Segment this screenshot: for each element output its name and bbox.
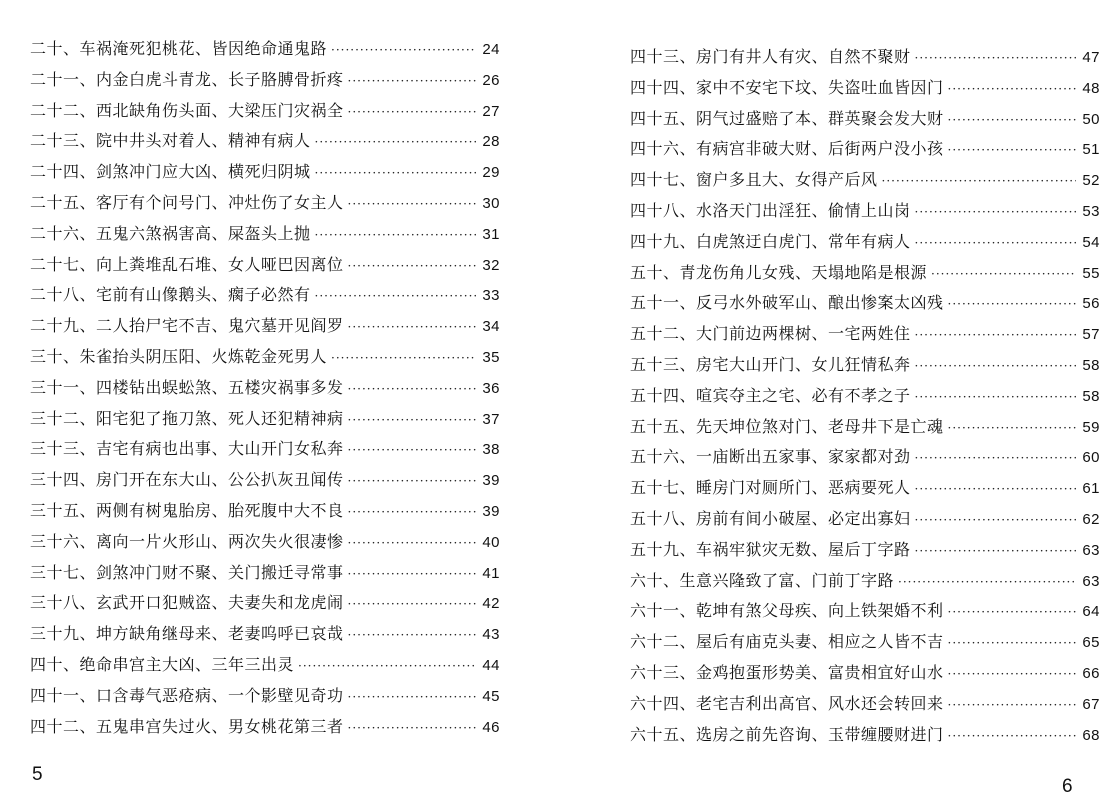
entry-page-number: 30: [482, 194, 500, 212]
toc-entry: [30, 590, 500, 621]
dot-leader: [298, 659, 476, 673]
entry-separator: 、: [663, 262, 680, 282]
entry-separator: 、: [79, 439, 97, 459]
entry-separator: 、: [679, 447, 697, 467]
entry-separator: 、: [79, 131, 97, 151]
entry-title: 家中不安宅下坟、失盗吐血皆因门: [696, 77, 944, 97]
entry-page-number: 35: [482, 348, 500, 366]
entry-number: 四十五: [630, 108, 680, 128]
entry-title: 院中井头对着人、精神有病人: [96, 131, 311, 151]
entry-title: 二人抬尸宅不吉、鬼穴墓开见阎罗: [96, 316, 344, 336]
entry-number: 四十九: [630, 231, 680, 251]
toc-entry: [30, 436, 500, 467]
entry-title: 五鬼串宫失过火、男女桃花第三者: [96, 716, 344, 736]
entry-title: 水洛天门出淫狂、偷情上山岗: [696, 200, 911, 220]
entry-number: 二十五: [30, 192, 80, 212]
entry-separator: 、: [79, 192, 97, 212]
entry-title: 青龙伤角儿女残、天塌地陷是根源: [679, 262, 928, 282]
entry-page-number: 53: [1082, 202, 1100, 220]
entry-title: 白虎煞迂白虎门、常年有病人: [696, 231, 911, 251]
toc-entry: [30, 529, 500, 560]
entry-number: 五十四: [630, 385, 680, 405]
entry-number: 三十二: [30, 408, 80, 428]
toc-entry: [30, 344, 500, 375]
entry-page-number: 40: [482, 533, 500, 551]
toc-entry: [30, 98, 500, 129]
right-toc-list: [630, 44, 1100, 752]
entry-page-number: 63: [1082, 541, 1100, 559]
dot-leader: [348, 721, 476, 735]
toc-entry: [30, 498, 500, 529]
entry-title: 老宅吉利出高官、风水还会转回来: [696, 693, 944, 713]
entry-title: 内金白虎斗青龙、长子胳膊骨折疼: [96, 69, 344, 89]
toc-entry: [630, 629, 1100, 660]
entry-title: 车祸牢狱灾无数、屋后丁字路: [696, 539, 911, 559]
toc-entry: [630, 229, 1100, 260]
entry-page-number: 55: [1082, 264, 1100, 282]
entry-title: 喧宾夺主之宅、必有不孝之子: [696, 385, 911, 405]
entry-separator: 、: [679, 632, 697, 652]
entry-title: 两侧有树鬼胎房、胎死腹中大不良: [96, 500, 344, 520]
entry-page-number: 43: [482, 626, 500, 644]
toc-entry: [630, 691, 1100, 722]
dot-leader: [315, 135, 476, 149]
entry-number: 三十四: [30, 470, 80, 490]
entry-separator: 、: [79, 100, 97, 120]
entry-page-number: 29: [482, 164, 500, 182]
entry-title: 五鬼六煞祸害高、屎盔头上抛: [96, 223, 311, 243]
entry-separator: 、: [79, 500, 97, 520]
dot-leader: [331, 351, 476, 365]
entry-page-number: 28: [482, 133, 500, 151]
entry-number: 二十八: [30, 285, 80, 305]
dot-leader: [915, 451, 1076, 465]
entry-page-number: 65: [1082, 634, 1100, 652]
dot-leader: [948, 636, 1076, 650]
entry-page-number: 48: [1082, 79, 1100, 97]
entry-number: 五十三: [630, 354, 680, 374]
entry-number: 二十一: [30, 69, 80, 89]
left-page: [30, 0, 500, 810]
entry-title: 房门开在东大山、公公扒灰丑闻传: [96, 470, 344, 490]
dot-leader: [348, 413, 476, 427]
entry-separator: 、: [79, 531, 97, 551]
entry-number: 六十: [630, 570, 664, 590]
entry-title: 房门有井人有灾、自然不聚财: [696, 47, 911, 66]
entry-separator: 、: [679, 293, 697, 313]
toc-entry: [630, 290, 1100, 321]
toc-entry: [630, 660, 1100, 691]
dot-leader: [915, 544, 1076, 558]
entry-number: 二十九: [30, 316, 80, 336]
toc-entry: [30, 221, 500, 252]
entry-page-number: 68: [1082, 726, 1100, 744]
entry-separator: 、: [679, 170, 697, 190]
entry-title: 剑煞冲门财不聚、关门搬迁寻常事: [96, 562, 344, 582]
toc-entry: [630, 537, 1100, 568]
entry-page-number: 66: [1082, 664, 1100, 682]
entry-number: 四十六: [630, 139, 680, 159]
dot-leader: [315, 228, 476, 242]
entry-number: 四十: [30, 654, 64, 674]
entry-title: 朱雀抬头阴压阳、火炼乾金死男人: [79, 346, 328, 366]
entry-separator: 、: [79, 685, 97, 705]
toc-entry: [30, 652, 500, 683]
entry-page-number: 60: [1082, 449, 1100, 467]
entry-title: 房前有间小破屋、必定出寡妇: [696, 508, 911, 528]
dot-leader: [315, 166, 476, 180]
entry-page-number: 61: [1082, 480, 1100, 498]
entry-number: 二十三: [30, 131, 80, 151]
entry-page-number: 59: [1082, 418, 1100, 436]
dot-leader: [348, 105, 476, 119]
entry-separator: 、: [679, 47, 697, 66]
toc-entry: [30, 467, 500, 498]
toc-entry: [30, 36, 500, 67]
dot-leader: [348, 320, 476, 334]
toc-entry: [30, 714, 500, 745]
entry-title: 反弓水外破军山、酿出惨案太凶残: [696, 293, 944, 313]
dot-leader: [348, 197, 476, 211]
dot-leader: [915, 205, 1076, 219]
entry-page-number: 36: [482, 379, 500, 397]
entry-separator: 、: [679, 539, 697, 559]
entry-number: 六十五: [630, 724, 680, 744]
entry-separator: 、: [79, 624, 97, 644]
toc-entry: [30, 159, 500, 190]
toc-entry: [30, 252, 500, 283]
entry-page-number: 50: [1082, 110, 1100, 128]
entry-separator: 、: [679, 416, 697, 436]
entry-page-number: 39: [482, 472, 500, 490]
toc-entry: [630, 352, 1100, 383]
toc-entry: [630, 75, 1100, 106]
entry-number: 二十六: [30, 223, 80, 243]
entry-page-number: 51: [1082, 141, 1100, 159]
dot-leader: [331, 43, 476, 57]
entry-title: 玄武开口犯贼盗、夫妻失和龙虎闹: [96, 593, 344, 613]
entry-number: 四十一: [30, 685, 80, 705]
entry-separator: 、: [679, 693, 697, 713]
entry-title: 向上粪堆乱石堆、女人哑巴因离位: [96, 254, 344, 274]
entry-number: 三十八: [30, 593, 80, 613]
dot-leader: [915, 482, 1076, 496]
entry-page-number: 39: [482, 502, 500, 520]
entry-title: 阴气过盛赔了本、群英聚会发大财: [696, 108, 944, 128]
entry-separator: 、: [679, 77, 697, 97]
entry-number: 二十二: [30, 100, 80, 120]
entry-number: 二十七: [30, 254, 80, 274]
dot-leader: [948, 82, 1076, 96]
toc-entry: [630, 198, 1100, 229]
entry-number: 五十: [630, 262, 664, 282]
entry-separator: 、: [79, 562, 97, 582]
entry-number: 三十五: [30, 500, 80, 520]
dot-leader: [915, 390, 1076, 404]
dot-leader: [931, 267, 1076, 281]
entry-title: 吉宅有病也出事、大山开门女私奔: [96, 439, 344, 459]
entry-separator: 、: [679, 324, 697, 344]
dot-leader: [348, 74, 476, 88]
toc-entry: [30, 621, 500, 652]
dot-leader: [948, 143, 1076, 157]
entry-page-number: 32: [482, 256, 500, 274]
entry-separator: 、: [79, 223, 97, 243]
dot-leader: [348, 474, 476, 488]
dot-leader: [348, 259, 476, 273]
entry-title: 选房之前先咨询、玉带缠腰财进门: [696, 724, 944, 744]
entry-number: 三十六: [30, 531, 80, 551]
dot-leader: [348, 382, 476, 396]
right-page-number: 6: [1062, 776, 1073, 797]
toc-entry: [630, 598, 1100, 629]
toc-entry: [30, 683, 500, 714]
entry-number: 三十三: [30, 439, 80, 459]
toc-entry: [30, 406, 500, 437]
entry-separator: 、: [79, 254, 97, 274]
toc-entry: [30, 67, 500, 98]
entry-page-number: 58: [1082, 356, 1100, 374]
entry-separator: 、: [679, 139, 697, 159]
dot-leader: [348, 567, 476, 581]
toc-entry: [30, 375, 500, 406]
entry-number: 五十七: [630, 478, 680, 498]
entry-separator: 、: [79, 593, 97, 613]
dot-leader: [948, 113, 1076, 127]
toc-entry: [30, 282, 500, 313]
entry-number: 六十一: [630, 601, 680, 621]
entry-page-number: 34: [482, 318, 500, 336]
entry-title: 宅前有山像鹅头、瘸子必然有: [96, 285, 311, 305]
dot-leader: [348, 690, 476, 704]
entry-separator: 、: [79, 285, 97, 305]
entry-number: 五十八: [630, 508, 680, 528]
dot-leader: [315, 289, 476, 303]
entry-separator: 、: [679, 385, 697, 405]
entry-separator: 、: [63, 39, 80, 58]
toc-entry: [630, 506, 1100, 537]
entry-title: 四楼钻出蜈蚣煞、五楼灾祸事多发: [96, 377, 344, 397]
toc-entry: [630, 106, 1100, 137]
toc-entry: [30, 313, 500, 344]
entry-page-number: 58: [1082, 387, 1100, 405]
entry-number: 六十二: [630, 632, 680, 652]
entry-number: 二十四: [30, 162, 80, 182]
dot-leader: [882, 174, 1076, 188]
dot-leader: [915, 236, 1076, 250]
entry-number: 五十二: [630, 324, 680, 344]
left-toc-list: [30, 36, 500, 744]
entry-title: 窗户多且大、女得产后风: [696, 170, 878, 190]
entry-separator: 、: [663, 570, 680, 590]
entry-title: 有病宫非破大财、后街两户没小孩: [696, 139, 944, 159]
entry-separator: 、: [679, 108, 697, 128]
entry-number: 六十四: [630, 693, 680, 713]
entry-separator: 、: [79, 470, 97, 490]
dot-leader: [348, 536, 476, 550]
toc-entry: [630, 321, 1100, 352]
entry-page-number: 24: [482, 41, 500, 58]
entry-separator: 、: [79, 377, 97, 397]
dot-leader: [348, 628, 476, 642]
entry-title: 剑煞冲门应大凶、横死归阴城: [96, 162, 311, 182]
right-page: [630, 0, 1100, 810]
entry-page-number: 31: [482, 225, 500, 243]
entry-title: 阳宅犯了拖刀煞、死人还犯精神病: [96, 408, 344, 428]
entry-number: 五十一: [630, 293, 680, 313]
dot-leader: [348, 505, 476, 519]
entry-page-number: 33: [482, 287, 500, 305]
entry-title: 生意兴隆致了富、门前丁字路: [679, 570, 895, 590]
entry-page-number: 26: [482, 71, 500, 89]
entry-title: 一庙断出五家事、家家都对劲: [696, 447, 911, 467]
dot-leader: [915, 359, 1076, 373]
entry-separator: 、: [79, 408, 97, 428]
entry-number: 五十五: [630, 416, 680, 436]
entry-separator: 、: [79, 316, 97, 336]
dot-leader: [948, 667, 1076, 681]
entry-page-number: 27: [482, 102, 500, 120]
entry-separator: 、: [679, 200, 697, 220]
dot-leader: [948, 605, 1076, 619]
toc-entry: [630, 444, 1100, 475]
entry-page-number: 63: [1082, 572, 1100, 590]
entry-separator: 、: [679, 508, 697, 528]
dot-leader: [915, 513, 1076, 527]
entry-number: 三十: [30, 346, 64, 366]
entry-separator: 、: [679, 231, 697, 251]
entry-page-number: 64: [1082, 603, 1100, 621]
entry-number: 五十六: [630, 447, 680, 467]
entry-title: 绝命串宫主大凶、三年三出灵: [79, 654, 295, 674]
toc-entry: [630, 383, 1100, 414]
entry-title: 屋后有庙克头妻、相应之人皆不吉: [696, 632, 944, 652]
entry-separator: 、: [679, 354, 697, 374]
entry-title: 睡房门对厕所门、恶病要死人: [696, 478, 911, 498]
dot-leader: [948, 297, 1076, 311]
toc-entry: [630, 475, 1100, 506]
entry-number: 二十: [30, 39, 64, 58]
entry-number: 四十二: [30, 716, 80, 736]
toc-entry: [630, 260, 1100, 291]
entry-number: 六十三: [630, 662, 680, 682]
entry-page-number: 56: [1082, 295, 1100, 313]
dot-leader: [948, 421, 1076, 435]
entry-page-number: 42: [482, 595, 500, 613]
entry-title: 口含毒气恶疮病、一个影壁见奇功: [96, 685, 344, 705]
entry-title: 坤方缺角继母来、老妻呜呼已哀哉: [96, 624, 344, 644]
entry-number: 四十三: [630, 47, 680, 66]
dot-leader: [348, 597, 476, 611]
dot-leader: [898, 575, 1076, 589]
toc-entry: [630, 568, 1100, 599]
entry-title: 西北缺角伤头面、大梁压门灾祸全: [96, 100, 344, 120]
entry-page-number: 41: [482, 564, 500, 582]
left-page-number: 5: [32, 764, 43, 785]
dot-leader: [948, 729, 1076, 743]
entry-page-number: 37: [482, 410, 500, 428]
toc-entry: [30, 128, 500, 159]
entry-title: 金鸡抱蛋形势美、富贵相宜好山水: [696, 662, 944, 682]
entry-page-number: 57: [1082, 326, 1100, 344]
entry-page-number: 52: [1082, 172, 1100, 190]
entry-page-number: 38: [482, 441, 500, 459]
toc-entry: [630, 414, 1100, 445]
entry-page-number: 54: [1082, 233, 1100, 251]
entry-separator: 、: [63, 346, 80, 366]
entry-number: 四十四: [630, 77, 680, 97]
entry-separator: 、: [79, 69, 97, 89]
entry-title: 车祸淹死犯桃花、皆因绝命通鬼路: [79, 39, 328, 58]
dot-leader: [948, 698, 1076, 712]
entry-page-number: 67: [1082, 695, 1100, 713]
dot-leader: [348, 443, 476, 457]
entry-separator: 、: [79, 162, 97, 182]
entry-number: 三十一: [30, 377, 80, 397]
entry-title: 离向一片火形山、两次失火很凄惨: [96, 531, 344, 551]
toc-entry: [630, 722, 1100, 753]
entry-separator: 、: [679, 662, 697, 682]
entry-title: 房宅大山开门、女儿狂情私奔: [696, 354, 911, 374]
toc-entry: [30, 190, 500, 221]
entry-title: 客厅有个问号门、冲灶伤了女主人: [96, 192, 344, 212]
entry-page-number: 45: [482, 687, 500, 705]
entry-separator: 、: [679, 601, 697, 621]
toc-entry: [630, 136, 1100, 167]
entry-number: 四十八: [630, 200, 680, 220]
entry-page-number: 62: [1082, 510, 1100, 528]
entry-number: 三十九: [30, 624, 80, 644]
dot-leader: [915, 51, 1076, 65]
entry-number: 三十七: [30, 562, 80, 582]
entry-title: 先天坤位煞对门、老母井下是亡魂: [696, 416, 944, 436]
entry-title: 大门前边两棵树、一宅两姓住: [696, 324, 911, 344]
dot-leader: [915, 328, 1076, 342]
entry-page-number: 47: [1082, 49, 1100, 66]
entry-page-number: 46: [482, 718, 500, 736]
toc-entry: [30, 560, 500, 591]
entry-separator: 、: [79, 716, 97, 736]
entry-separator: 、: [63, 654, 80, 674]
entry-number: 四十七: [630, 170, 680, 190]
toc-entry: [630, 44, 1100, 75]
entry-number: 五十九: [630, 539, 680, 559]
entry-page-number: 44: [482, 656, 500, 674]
entry-title: 乾坤有煞父母疾、向上铁架婚不利: [696, 601, 944, 621]
entry-separator: 、: [679, 478, 697, 498]
toc-entry: [630, 167, 1100, 198]
entry-separator: 、: [679, 724, 697, 744]
